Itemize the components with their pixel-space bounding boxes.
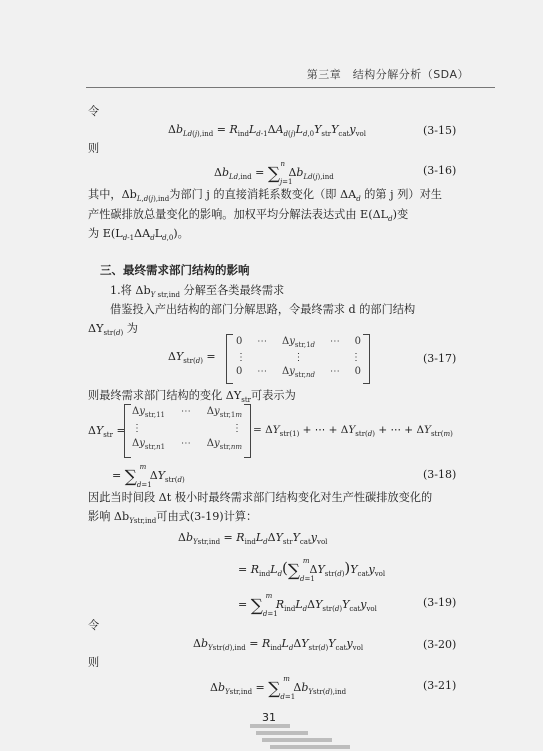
paragraph-line-6: 则最终需求部门结构的变化 $\Delta Y_{str}$可表示为 bbox=[88, 389, 296, 405]
equation-3-19-line2: = $R_{ind}L_d(\sum_{d=1}^m\Delta Y_{str(d)})Y_{cat}y_{vol}$ bbox=[238, 557, 386, 583]
equation-3-21: $\Delta b_{Ystr,ind} = \sum_{d=1}^m$ $\Delta b_{Ystr(d),ind}$ bbox=[210, 675, 347, 701]
matrix-3-18: $\Delta y_{str,11}$ ⋯ $\Delta y_{str,1m}$ ⋮ ⋮ $\Delta y_{str,n1}$ ⋯ $\Delta y_{str,nm}$ bbox=[132, 406, 242, 451]
equation-number-3-21: (3-21) bbox=[423, 679, 457, 692]
equation-number-3-17: (3-17) bbox=[423, 352, 457, 365]
paragraph-line-4: 借鉴投入产出结构的部门分解思路，令最终需求 d 的部门结构 bbox=[110, 303, 416, 316]
page-number: 31 bbox=[262, 711, 276, 724]
equation-3-16: $\Delta b_{Ld,ind} = \sum_{j=1}^n$ $\Delta b_{Ld(j),ind}$ bbox=[214, 160, 334, 186]
matrix-left-bracket bbox=[226, 334, 233, 384]
text-ze-2: 则 bbox=[88, 656, 100, 669]
matrix-3-17: 0 ⋯ $\Delta y_{str,1d}$ ⋯ 0 ⋮ ⋮ ⋮ 0 ⋯ $\Delta y_{str,nd}$ ⋯ 0 bbox=[236, 336, 361, 379]
paragraph-line-8: 影响 $\Delta b_{Ystr,ind}$可由式(3-19)计算： bbox=[88, 510, 258, 526]
equation-3-18-lhs: $\Delta Y_{str}$ = bbox=[88, 424, 126, 440]
equation-3-17-lhs: $\Delta Y_{str(d)}$ = bbox=[168, 350, 216, 366]
equation-number-3-18: (3-18) bbox=[423, 468, 457, 481]
paragraph-line-2: 产性碳排放总量变化的影响。加权平均分解法表达式由 $E(\Delta L_d)$变 bbox=[88, 208, 409, 224]
section-heading: 三、最终需求部门结构的影响 bbox=[100, 263, 250, 277]
matrix2-left-bracket bbox=[124, 404, 131, 458]
text-ling-1: 令 bbox=[88, 105, 100, 118]
paragraph-line-7: 因此当时间段 Δt 极小时最终需求部门结构变化对生产性碳排放变化的 bbox=[88, 491, 433, 504]
header-rule bbox=[86, 87, 495, 88]
text-ling-2: 令 bbox=[88, 619, 100, 632]
item-1: 1.将 $\Delta b_{Y str,ind}$ 分解至各类最终需求 bbox=[110, 284, 285, 300]
paragraph-line-1: 其中，$\Delta b_{L,d(j),ind}$为部门 j 的直接消耗系数变化（即 $\Delta A_d$ 的第 j 列）对生 bbox=[88, 188, 442, 204]
matrix2-right-bracket bbox=[244, 404, 251, 458]
equation-3-15: $\Delta b_{Ld(j),ind} = R_{ind}L_{d-1}\Delta A_{d(j)}L_{d,0}Y_{str}Y_{cat}y_{vol}$ bbox=[168, 123, 366, 139]
text-ze-1: 则 bbox=[88, 142, 100, 155]
paragraph-line-3: 为 $E(L_{d-1}\Delta A_dL_{d,0})$。 bbox=[88, 227, 189, 243]
equation-number-3-19: (3-19) bbox=[423, 596, 457, 609]
equation-3-18-sum: = $\sum_{d=1}^m$ $\Delta Y_{str(d)}$ bbox=[112, 463, 185, 489]
matrix-right-bracket bbox=[363, 334, 370, 384]
equation-number-3-16: (3-16) bbox=[423, 164, 457, 177]
running-header: 第三章 结构分解分析（SDA） bbox=[306, 68, 469, 81]
paragraph-line-5: $\Delta Y_{str(d)}$ 为 bbox=[88, 322, 138, 338]
equation-3-20: $\Delta b_{Ystr(d),ind} = R_{ind}L_d\Delta Y_{str(d)}Y_{cat}y_{vol}$ bbox=[193, 637, 364, 653]
equation-3-18-rhs: = $\Delta Y_{str(1)}$ + ⋯ + $\Delta Y_{str(d)}$ + ⋯ + $\Delta Y_{str(m)}$ bbox=[253, 424, 453, 439]
equation-number-3-15: (3-15) bbox=[423, 124, 457, 137]
equation-3-19-line1: $\Delta b_{Ystr,ind} = R_{ind}L_d\Delta Y_{str}Y_{cat}y_{vol}$ bbox=[178, 531, 328, 547]
equation-number-3-20: (3-20) bbox=[423, 638, 457, 651]
equation-3-19-line3: = $\sum_{d=1}^m$ $R_{ind}L_d\Delta Y_{str(d)}Y_{cat}y_{vol}$ bbox=[238, 592, 377, 618]
